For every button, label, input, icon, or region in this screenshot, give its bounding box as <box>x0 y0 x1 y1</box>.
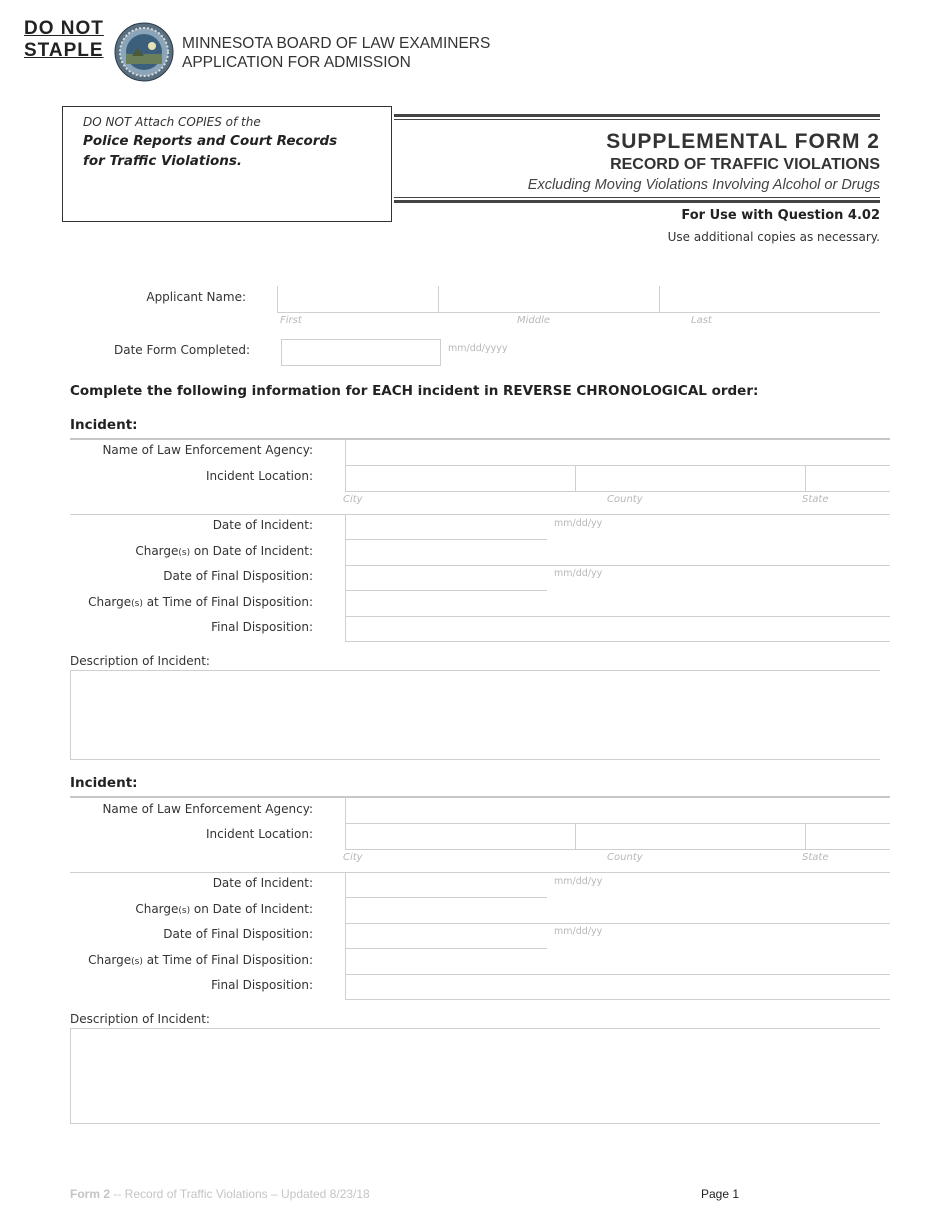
date-completed-input[interactable] <box>281 339 441 366</box>
incident-1-state-input[interactable] <box>805 466 890 492</box>
date-completed-label: Date Form Completed: <box>113 343 250 357</box>
org-name: MINNESOTA BOARD OF LAW EXAMINERS <box>182 35 491 52</box>
title-rule-bottom-thick <box>394 200 880 203</box>
minnesota-seal-icon <box>114 22 174 82</box>
footer-form-label: Form 2 <box>70 1187 111 1201</box>
title-rule-top-thin <box>394 119 880 120</box>
incident-1-county-input[interactable] <box>575 466 805 492</box>
application-name: APPLICATION FOR ADMISSION <box>182 54 411 71</box>
city-hint: City <box>343 852 363 863</box>
form-subtitle: RECORD OF TRAFFIC VIOLATIONS <box>610 156 880 173</box>
incident-2-description-input[interactable] <box>70 1028 880 1124</box>
middle-name-hint: Middle <box>517 315 551 326</box>
last-name-input[interactable] <box>659 286 880 313</box>
form-title: SUPPLEMENTAL FORM 2 <box>606 130 880 153</box>
description-label: Description of Incident: <box>70 654 210 668</box>
last-name-hint: Last <box>691 315 712 326</box>
incident-2-title: Incident: <box>70 775 138 791</box>
charges-final-label: Charge(s) at Time of Final Disposition: <box>88 953 313 967</box>
incident-1-final-disposition-input[interactable] <box>345 617 890 642</box>
notice-line-1: DO NOT Attach COPIES of the <box>83 115 261 129</box>
charges-on-date-label: Charge(s) on Date of Incident: <box>135 544 313 558</box>
notice-line-3: for Traffic Violations. <box>83 153 243 169</box>
form-exclusion-note: Excluding Moving Violations Involving Alcohol or Drugs <box>527 177 880 193</box>
charges-final-label: Charge(s) at Time of Final Disposition: <box>88 595 313 609</box>
incident-1-final-date-hint: mm/dd/yy <box>554 568 603 579</box>
date-of-incident-label: Date of Incident: <box>212 876 313 890</box>
question-reference: For Use with Question 4.02 <box>681 208 880 223</box>
date-of-incident-label: Date of Incident: <box>212 518 313 532</box>
incident-2-state-input[interactable] <box>805 824 890 850</box>
date-final-label: Date of Final Disposition: <box>163 569 313 583</box>
footer-form-info <box>70 1187 370 1201</box>
incident-1-final-date-input[interactable] <box>345 566 547 591</box>
date-completed-hint: mm/dd/yyyy <box>448 343 508 354</box>
incident-2-final-charges-input[interactable] <box>345 949 890 975</box>
location-label: Incident Location: <box>206 827 313 841</box>
agency-label: Name of Law Enforcement Agency: <box>102 802 313 816</box>
incident-2-final-date-input[interactable] <box>345 924 547 949</box>
do-not-staple-warning <box>24 18 104 62</box>
charges-on-date-label: Charge(s) on Date of Incident: <box>135 902 313 916</box>
middle-name-input[interactable] <box>438 286 659 313</box>
attachment-notice-box <box>62 106 392 222</box>
incident-2-final-date-hint: mm/dd/yy <box>554 926 603 937</box>
county-hint: County <box>607 852 643 863</box>
title-rule-bottom-thin <box>394 197 880 198</box>
incident-1-title: Incident: <box>70 417 138 433</box>
incident-1-date-hint: mm/dd/yy <box>554 518 603 529</box>
state-hint: State <box>802 852 829 863</box>
incident-2-city-input[interactable] <box>345 824 575 850</box>
footer-form-desc: -- Record of Traffic Violations – Updated 8/23/18 <box>110 1187 370 1201</box>
incident-2-date-hint: mm/dd/yy <box>554 876 603 887</box>
first-name-hint: First <box>280 315 302 326</box>
incident-2-date-input[interactable] <box>345 873 547 898</box>
do-not-text: DO NOT <box>24 18 104 39</box>
organization-heading <box>182 34 490 72</box>
incident-1-city-input[interactable] <box>345 466 575 492</box>
incident-2-county-input[interactable] <box>575 824 805 850</box>
location-label: Incident Location: <box>206 469 313 483</box>
applicant-name-label: Applicant Name: <box>146 290 246 304</box>
instructions: Complete the following information for EACH incident in REVERSE CHRONOLOGICAL order: <box>70 383 759 399</box>
state-hint: State <box>802 494 829 505</box>
additional-copies-note: Use additional copies as necessary. <box>667 230 880 244</box>
staple-text: STAPLE <box>24 40 104 61</box>
page-number: Page 1 <box>701 1187 740 1201</box>
notice-line-2: Police Reports and Court Records <box>83 133 338 149</box>
title-rule-top-thick <box>394 114 880 117</box>
county-hint: County <box>607 494 643 505</box>
incident-1-agency-input[interactable] <box>345 440 890 466</box>
incident-1-date-input[interactable] <box>345 515 547 540</box>
description-label: Description of Incident: <box>70 1012 210 1026</box>
first-name-input[interactable] <box>277 286 438 313</box>
incident-1-description-input[interactable] <box>70 670 880 760</box>
incident-2-charges-input[interactable] <box>345 898 890 924</box>
date-final-label: Date of Final Disposition: <box>163 927 313 941</box>
incident-2-agency-input[interactable] <box>345 798 890 824</box>
city-hint: City <box>343 494 363 505</box>
incident-2-final-disposition-input[interactable] <box>345 975 890 1000</box>
final-disposition-label: Final Disposition: <box>211 978 313 992</box>
agency-label: Name of Law Enforcement Agency: <box>102 443 313 457</box>
final-disposition-label: Final Disposition: <box>211 620 313 634</box>
incident-1-charges-input[interactable] <box>345 540 890 566</box>
incident-1-final-charges-input[interactable] <box>345 591 890 617</box>
